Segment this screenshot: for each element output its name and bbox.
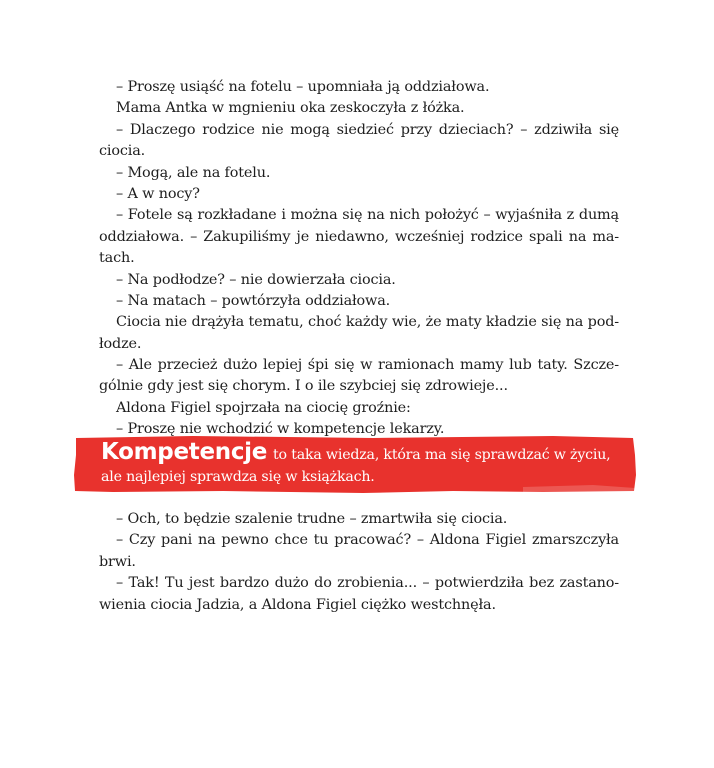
text-line: oddziałowa. – Zakupiliśmy je niedawno, wcześniej rodzice spali na ma- (99, 228, 619, 245)
text-line: Aldona Figiel spojrzała na ciocię groźnie: (116, 399, 411, 416)
text-line: – Ale przecież dużo lepiej śpi się w ramionach mamy lub taty. Szcze- (116, 357, 619, 374)
text-line: Ciocia nie drążyła tematu, choć każdy wie, że maty kładzie się na pod- (116, 314, 619, 331)
text-line: – Fotele są rozkładane i można się na nich położyć – wyjaśniła z dumą (116, 207, 619, 224)
text-line: – A w nocy? (116, 185, 200, 202)
body-text-bottom (99, 509, 619, 616)
text-line: – Och, to będzie szalenie trudne – zmartwiła się ciocia. (116, 511, 508, 527)
text-line: – Mogą, ale na fotelu. (116, 164, 271, 181)
text-line: – Czy pani na pewno chce tu pracować? – Aldona Figiel zmarszczyła (116, 532, 619, 549)
body-text-top (99, 77, 619, 441)
callout-definition: to taka wiedza, która ma się sprawdzać w życiu, (273, 447, 611, 463)
text-line: brwi. (99, 553, 136, 570)
text-line: – Dlaczego rodzice nie mogą siedzieć przy dzieciach? – zdziwiła się (116, 121, 619, 138)
text-line: Mama Antka w mgnieniu oka zeskoczyła z łóżka. (116, 100, 465, 117)
text-line: łodze. (99, 335, 142, 352)
callout-line-2: ale najlepiej sprawdza się w książkach. (101, 469, 375, 485)
text-line: – Tak! Tu jest bardzo dużo do zrobienia... – potwierdziła bez zastano- (116, 575, 619, 592)
text-line: – Na matach – powtórzyła oddziałowa. (116, 292, 391, 309)
text-line: – Na podłodze? – nie dowierzała ciocia. (116, 271, 396, 288)
text-line: gólnie gdy jest się chorym. I o ile szybciej się zdrowieje... (99, 378, 508, 395)
text-line: – Proszę usiąść na fotelu – upomniała ją oddziałowa. (116, 79, 490, 95)
callout-line-1 (101, 439, 610, 465)
definition-callout (73, 435, 637, 493)
text-line: – Proszę nie wchodzić w kompetencje lekarzy. (116, 421, 445, 438)
text-line: tach. (99, 250, 135, 267)
callout-term: Kompetencje (101, 439, 268, 465)
text-line: wienia ciocia Jadzia, a Aldona Figiel ciężko westchnęła. (99, 596, 496, 613)
text-line: ciocia. (99, 143, 146, 160)
